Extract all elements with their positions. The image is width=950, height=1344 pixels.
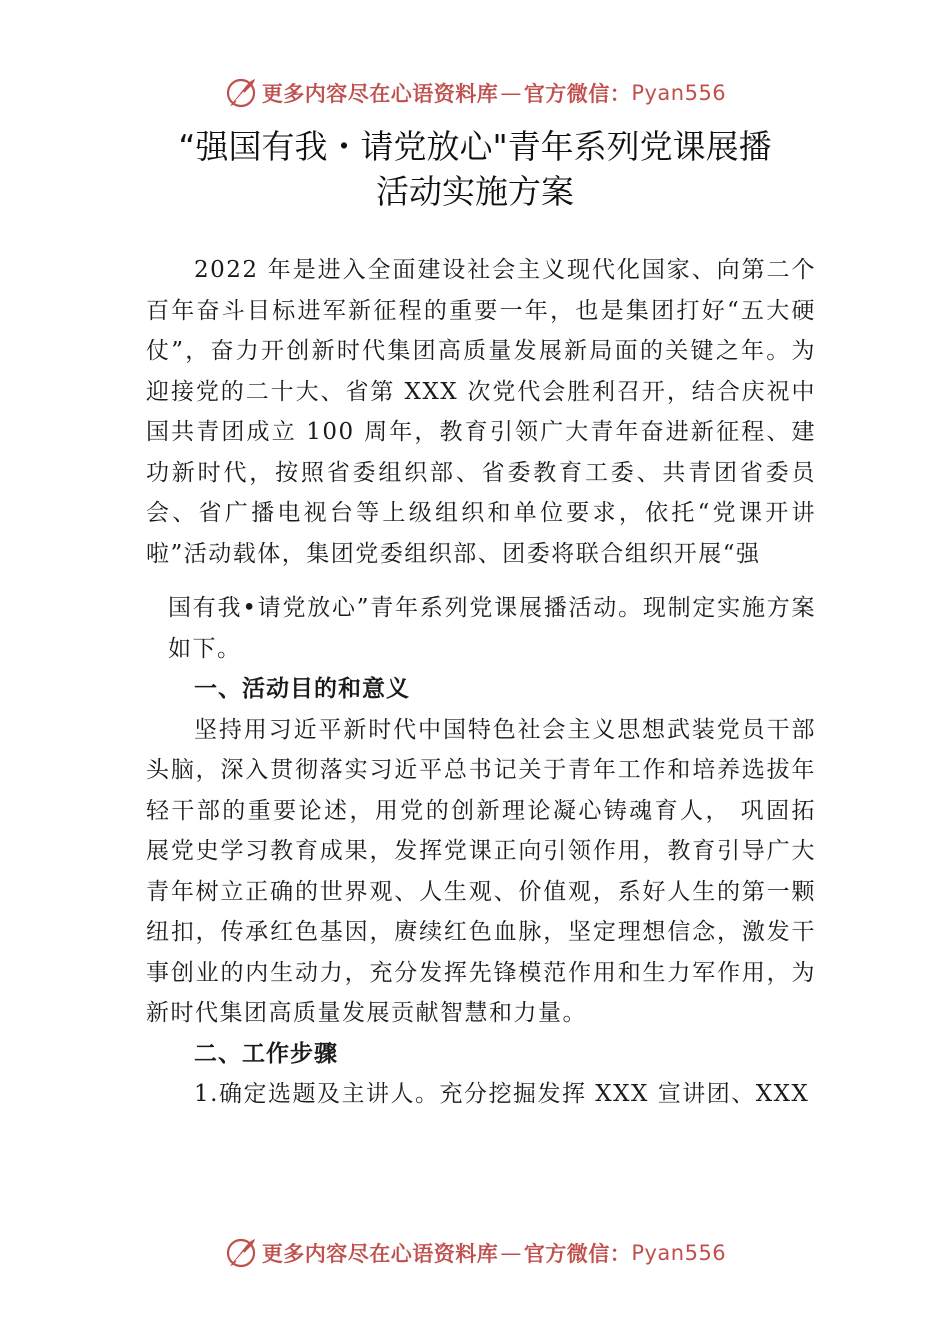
banner-wechat-id: Pyan556 bbox=[631, 81, 727, 105]
intro-continuation: 国有我•请党放心”青年系列党课展播活动。现制定实施方案如下。 bbox=[168, 595, 816, 662]
title-line-2: 活动实施方案 bbox=[376, 172, 574, 211]
intro-paragraph: 2022 年是进入全面建设社会主义现代化国家、向第二个百年奋斗目标进军新征程的重要一年，也是集团打好“五大硬仗”，奋力开创新时代集团高质量发展新局面的关键之年。为迎接党的二十大、省第 XXX 次党代会胜利召开，结合庆祝中国共青团成立 100 周年，教育引领广大青年奋进新征程、建功新时代，按照省委组织部、省委教育工委、共青团省委员会、省广播电视台等上级组织和单位要求，依托“党课开讲啦”活动载体，集团党委组织部、团委将联合组织开展“强 bbox=[146, 257, 816, 567]
banner-separator: — bbox=[500, 1241, 522, 1265]
banner-suffix: 官方微信： bbox=[523, 1242, 632, 1266]
document-title bbox=[0, 124, 950, 214]
banner-separator: — bbox=[500, 81, 522, 105]
footer-watermark-banner bbox=[0, 1233, 950, 1273]
document-body bbox=[146, 250, 816, 1115]
section-2-heading: 二、工作步骤 bbox=[194, 1040, 338, 1067]
quill-pen-logo-icon bbox=[224, 1236, 258, 1270]
banner-text: 更多内容尽在心语资料库 bbox=[261, 1242, 499, 1266]
section-2-item-1: 1.确定选题及主讲人。充分挖掘发挥 XXX 宣讲团、XXX bbox=[194, 1081, 810, 1107]
banner-text: 更多内容尽在心语资料库 bbox=[261, 82, 499, 106]
section-1-heading: 一、活动目的和意义 bbox=[194, 676, 410, 702]
title-line-1: “强国有我・请党放心"青年系列党课展播 bbox=[178, 127, 772, 166]
header-watermark-banner bbox=[0, 73, 950, 113]
banner-wechat-id: Pyan556 bbox=[631, 1241, 727, 1265]
banner-suffix: 官方微信： bbox=[523, 82, 632, 106]
quill-pen-logo-icon bbox=[224, 76, 258, 110]
section-1-paragraph: 坚持用习近平新时代中国特色社会主义思想武装党员干部头脑，深入贯彻落实习近平总书记关于青年工作和培养选拔年轻干部的重要论述，用党的创新理论凝心铸魂育人， 巩固拓展党史学习教育成果，发挥党课正向引领作用，教育引导广大青年树立正确的世界观、人生观、价值观，系好人生的第一颗纽扣，传承红色基因，赓续红色血脉，坚定理想信念，激发干事创业的内生动力，充分发挥先锋模范作用和生力军作用，为新时代集团高质量发展贡献智慧和力量。 bbox=[146, 716, 816, 1026]
